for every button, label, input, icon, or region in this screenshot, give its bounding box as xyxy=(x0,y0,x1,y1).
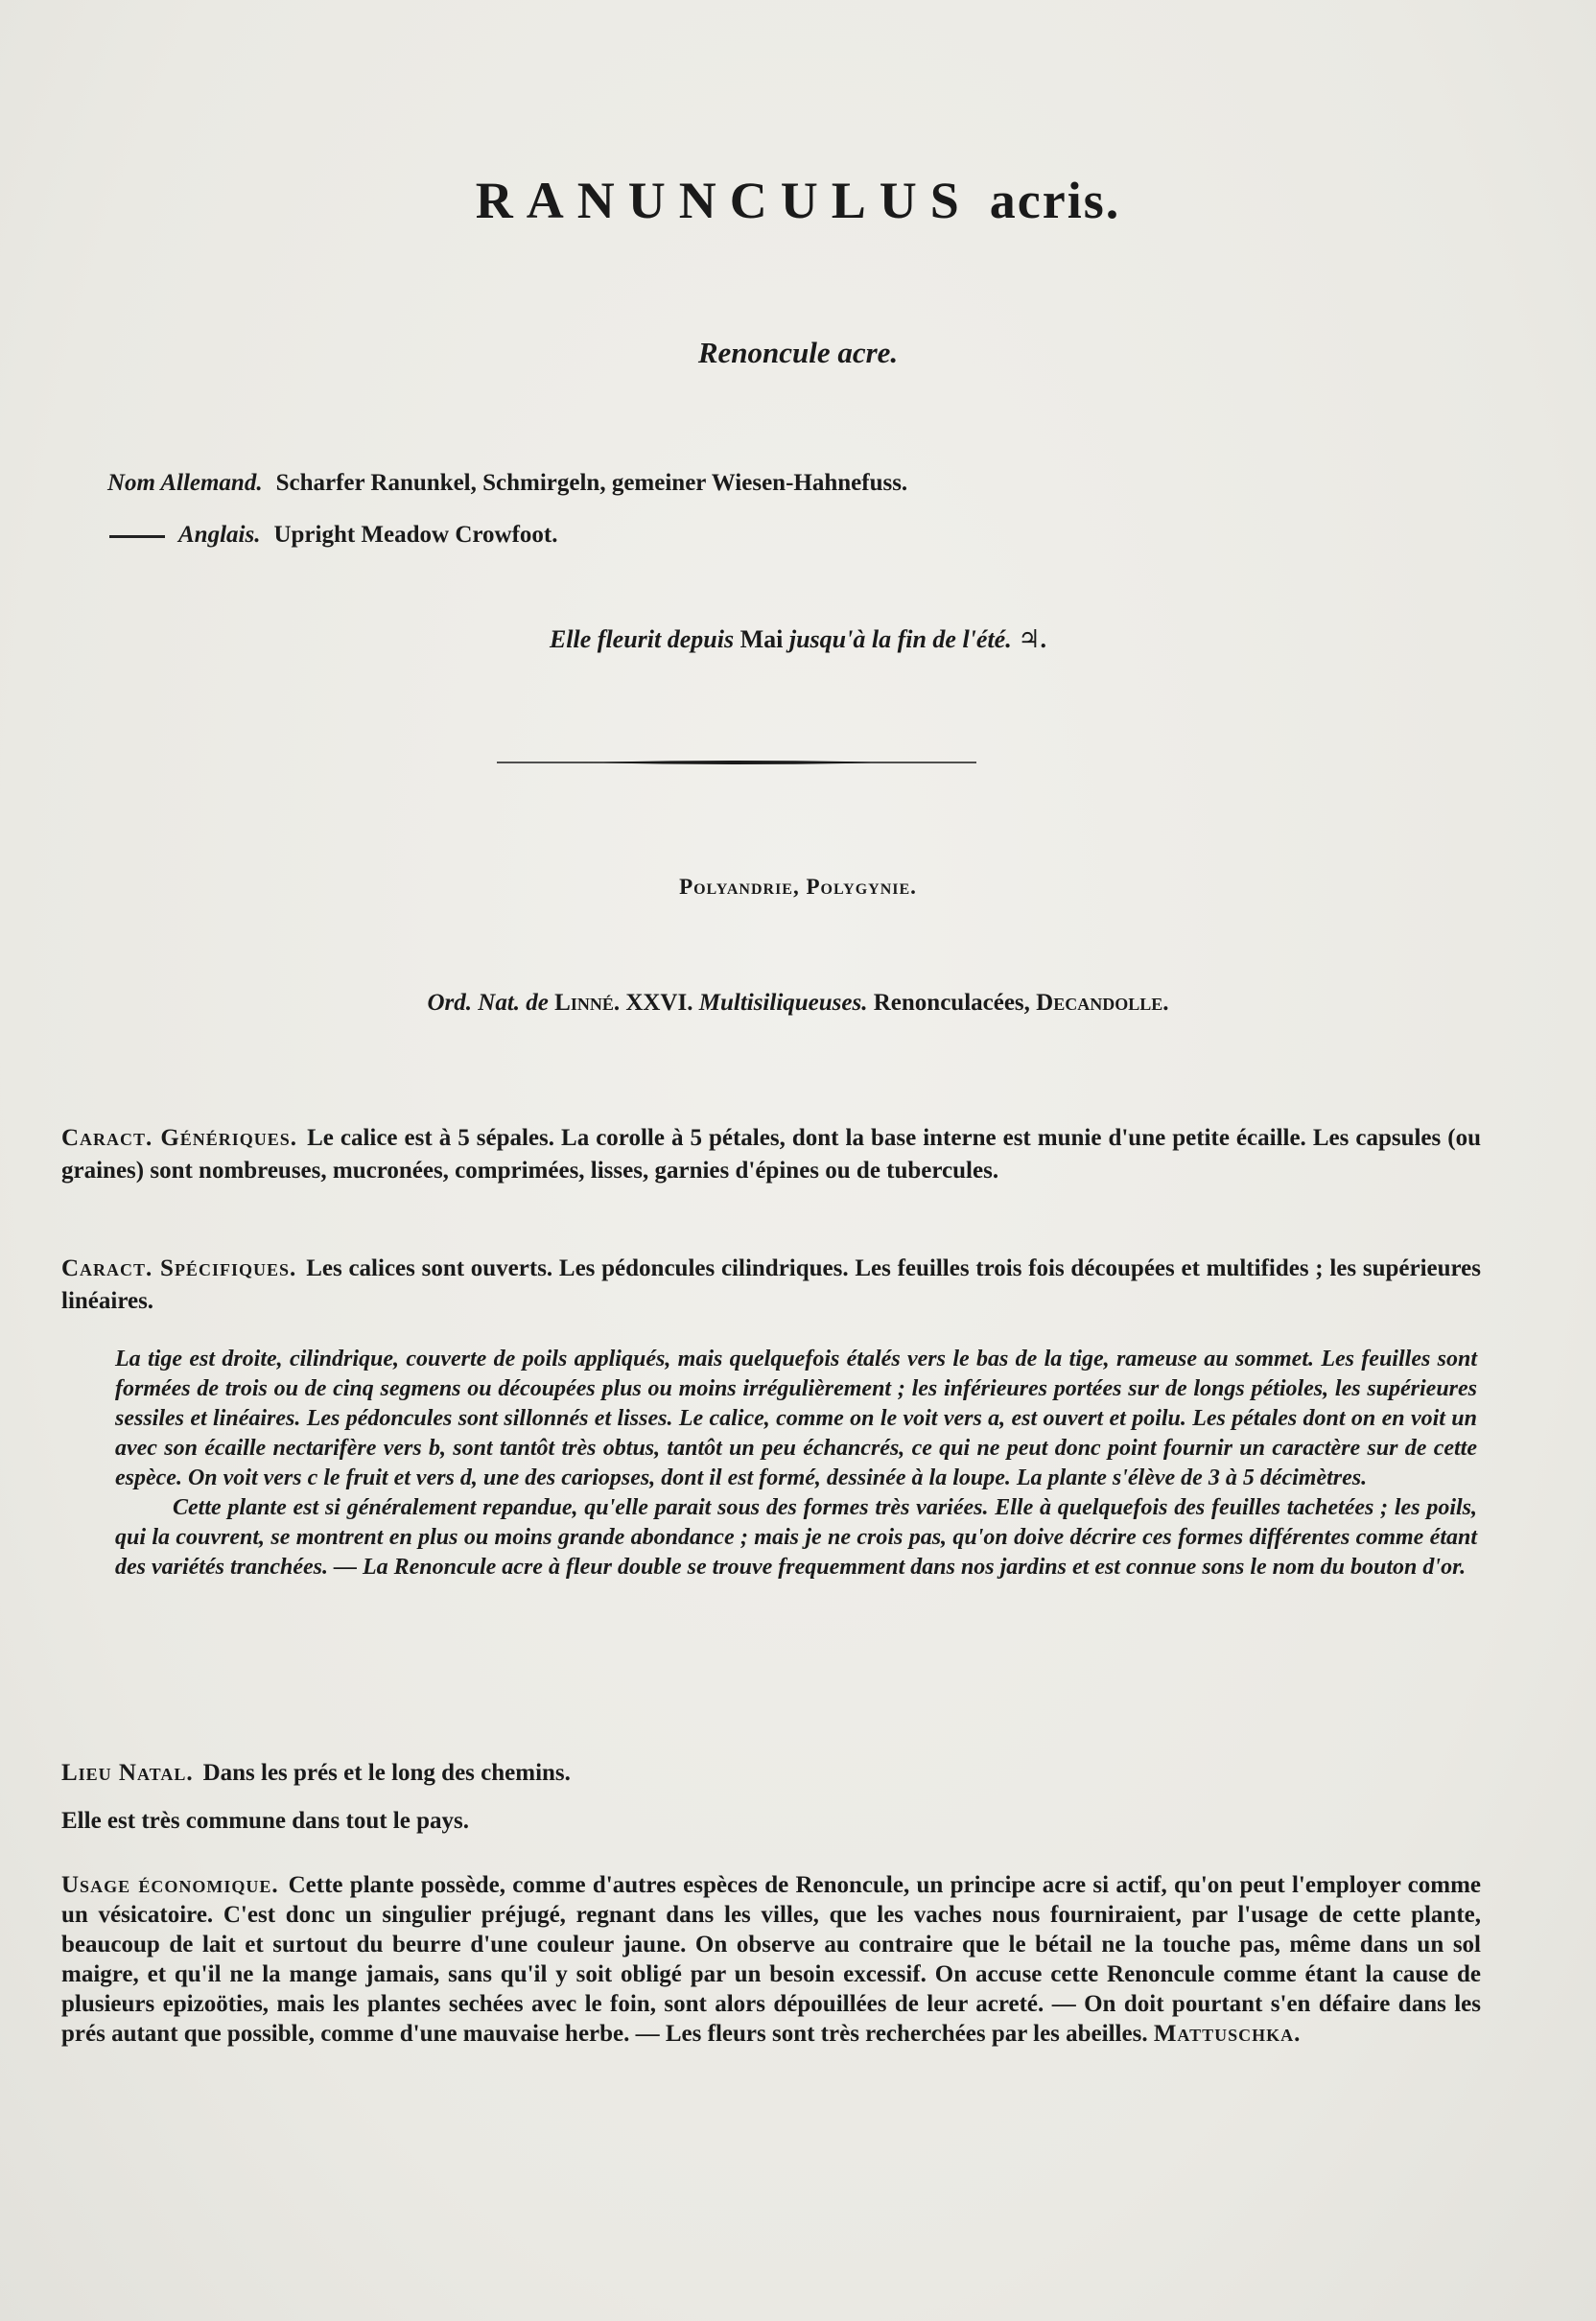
specific-heading: Caract. Spécifiques. xyxy=(61,1255,297,1281)
title-species: acris. xyxy=(989,172,1121,229)
german-label: Nom Allemand. xyxy=(107,470,263,496)
flowering-text-b: jusqu'à la fin de l'été. xyxy=(788,625,1012,653)
usage-heading: Usage économique. xyxy=(61,1872,279,1898)
description-paragraph-1: La tige est droite, cilindrique, couverte de poils appliqués, mais quelquefois étalés vers le bas de la tige, rameuse au sommet. Les feuilles sont formées de trois ou de cinq segmens ou découpées plus ou moins irrégulièrement ; les inférieures portées sur de longs pétioles, les supérieures sessiles et linéaires. Les pédoncules sont sillonnés et lisses. Le calice, comme on le voit vers a, est ouvert et poilu. Les pétales dont on en voit un avec son écaille nectarifère vers b, sont tantôt très obtus, tantôt un peu échancrés, ce qui ne peut donc point fournir un caractère sur de cette espèce. On voit vers c le fruit et vers d, une des cariopses, dont il est formé, dessinée à la loupe. La plante s'élève de 3 à 5 décimètres. xyxy=(115,1347,1477,1490)
habitat-frequency: Elle est très commune dans tout le pays. xyxy=(61,1808,469,1834)
title-genus: RANUNCULUS xyxy=(475,172,973,229)
flowering-text-a: Elle fleurit depuis xyxy=(549,625,735,653)
specific-characters xyxy=(61,1253,1481,1318)
flowering-month: Mai xyxy=(739,625,784,653)
specific-text: Les calices sont ouverts. Les pédoncules cilindriques. Les feuilles trois fois découpées et multifides ; les supérieures linéaires. xyxy=(61,1255,1482,1314)
habitat-text: Dans les prés et le long des chemins. xyxy=(202,1760,571,1786)
ordre-number: XXVI. xyxy=(625,990,693,1016)
habitat-heading: Lieu Natal. xyxy=(61,1760,194,1786)
german-name-row xyxy=(107,470,907,497)
linnaean-class: Polyandrie, Polygynie. xyxy=(679,875,917,899)
page-title xyxy=(0,171,1596,230)
ordre-multisiliqueuses: Multisiliqueuses. xyxy=(698,990,868,1016)
flowering-period xyxy=(0,625,1596,654)
generic-heading: Caract. Génériques. xyxy=(61,1125,298,1151)
ordre-label: Ord. Nat. de xyxy=(427,990,549,1016)
ordre-renonculacees: Renonculacées, xyxy=(873,990,1030,1016)
natural-order xyxy=(0,990,1596,1017)
description xyxy=(115,1345,1477,1582)
perennial-symbol: ♃. xyxy=(1018,625,1047,653)
german-name: Scharfer Ranunkel, Schmirgeln, gemeiner Wiesen-Hahnefuss. xyxy=(275,470,908,496)
french-name: Renoncule acre. xyxy=(697,336,899,369)
english-name-row xyxy=(109,522,558,549)
generic-text: Le calice est à 5 sépales. La corolle à 5 pétales, dont la base interne est munie d'une petite écaille. Les capsules (ou graines) sont nombreuses, mucronées, comprimées, lisses, garnies d'épines ou de tubercules. xyxy=(61,1125,1481,1184)
economic-use xyxy=(61,1870,1481,2049)
usage-text: Cette plante possède, comme d'autres espèces de Renoncule, un principe acre si actif, qu'on peut l'employer comme un vésicatoire. C'est donc un singulier préjugé, regnant dans les villes, que les vaches nous fourniraient, par l'usage de cette plante, beaucoup de lait et surtout du beurre d'une couleur jaune. On observe au contraire que le bétail ne la touche pas, même dans un sol maigre, et qu'il ne la mange jamais, sans qu'il y soit obligé par un besoin excessif. On accuse cette Renoncule comme étant la cause de plusieurs epizoöties, mais les plantes sechées avec le foin, sont alors dépouillées de leur acreté. — On doit pourtant s'en défaire dans les prés autant que possible, comme d'une mauvaise herbe. — Les fleurs sont très recherchées par les abeilles. xyxy=(61,1872,1482,2047)
habitat xyxy=(61,1757,1481,1790)
ornamental-rule xyxy=(497,760,976,765)
description-paragraph-2: Cette plante est si généralement repandue, qu'elle parait sous des formes très variées. Elle à quelquefois des feuilles tachetées ; les poils, qui la couvrent, se montrent en plus ou moins grande abondance ; mais je ne crois pas, qu'on doive décrire ces formes différentes comme étant des variétés tranchées. — La Renoncule acre à fleur double se trouve frequemment dans nos jardins et est connue sons le nom du bouton d'or. xyxy=(115,1495,1477,1580)
ditto-dash xyxy=(109,535,165,538)
english-label: Anglais. xyxy=(178,522,261,548)
english-name: Upright Meadow Crowfoot. xyxy=(273,522,558,548)
author-signature: Mattuschka. xyxy=(1153,2021,1302,2047)
ordre-decandolle: Decandolle. xyxy=(1036,990,1169,1016)
ordre-linne: Linné. xyxy=(554,990,621,1016)
generic-characters xyxy=(61,1122,1481,1187)
